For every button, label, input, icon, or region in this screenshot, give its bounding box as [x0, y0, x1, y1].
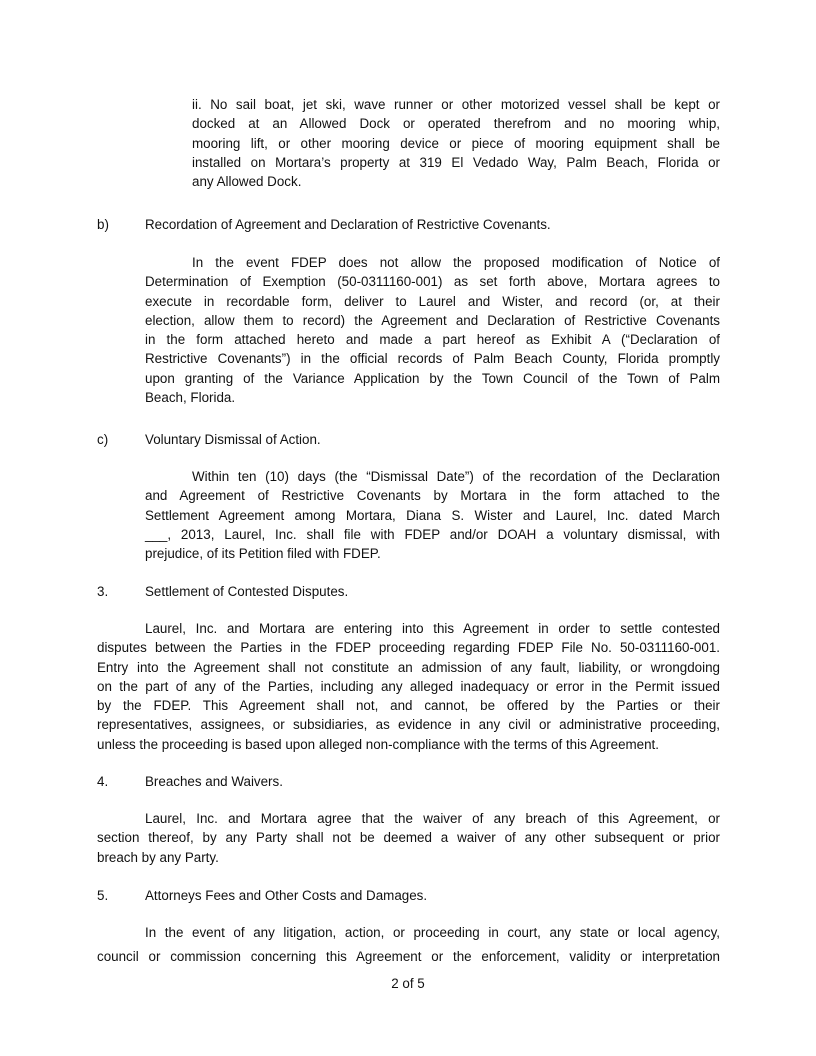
text-line: in the form attached hereto and made a part hereof as Exhibit A (“Declaration of: [145, 332, 720, 348]
text-line: ii. No sail boat, jet ski, wave runner or other motorized vessel shall be kept or: [192, 97, 720, 112]
page-number: 2 of 5: [391, 976, 425, 991]
paragraph-ii: [192, 95, 720, 191]
text-line: Laurel, Inc. and Mortara are entering into this Agreement in order to settle contested: [145, 621, 720, 636]
text-line: unless the proceeding is based upon alleged non-compliance with the terms of this Agreement.: [97, 736, 660, 752]
text-line: ___, 2013, Laurel, Inc. shall file with FDEP and/or DOAH a voluntary dismissal, with: [145, 526, 720, 542]
text-line: Entry into the Agreement shall not constitute an admission of any fault, liability, or wrongdoing: [97, 659, 720, 675]
section-3-heading: Settlement of Contested Disputes.: [145, 584, 349, 599]
paragraph-4: [97, 809, 720, 867]
text-line: council or commission concerning this Agreement or the enforcement, validity or interpretation: [97, 949, 720, 964]
text-line: execute in recordable form, deliver to Laurel and Wister, and record (or, at their: [145, 293, 720, 309]
text-line: by the FDEP. This Agreement shall not, and cannot, be offered by the Parties or their: [97, 698, 720, 714]
text-line: Determination of Exemption (50-0311160-001) as set forth above, Mortara agrees to: [145, 274, 720, 290]
text-line: In the event FDEP does not allow the proposed modification of Notice of: [192, 255, 720, 270]
text-line: election, allow them to record) the Agreement and Declaration of Restrictive Covenants: [145, 312, 720, 328]
text-line: Beach, Florida.: [145, 390, 236, 406]
text-line: Settlement Agreement among Mortara, Diana S. Wister and Laurel, Inc. dated March: [145, 507, 720, 523]
paragraph-b: [145, 253, 720, 407]
text-line: and Agreement of Restrictive Covenants by Mortara in the form attached to the: [145, 488, 720, 504]
section-4-heading: Breaches and Waivers.: [145, 774, 283, 789]
text-line: breach by any Party.: [97, 849, 219, 865]
text-line: section thereof, by any Party shall not be deemed a waiver of any other subsequent or prior: [97, 830, 720, 846]
text-line: In the event of any litigation, action, or proceeding in court, any state or local agency,: [145, 925, 720, 940]
text-line: representatives, assignees, or subsidiaries, as evidence in any civil or administrative proceeding,: [97, 717, 720, 733]
text-line: docked at an Allowed Dock or operated therefrom and no mooring whip,: [192, 116, 720, 132]
paragraph-3: [97, 619, 720, 754]
section-c-heading: Voluntary Dismissal of Action.: [145, 432, 321, 447]
section-b-heading: Recordation of Agreement and Declaration of Restrictive Covenants.: [145, 217, 551, 232]
text-line: Within ten (10) days (the “Dismissal Date”) of the recordation of the Declaration: [192, 469, 720, 484]
text-line: disputes between the Parties in the FDEP proceeding regarding FDEP File No. 50-0311160-001.: [97, 640, 720, 656]
section-5-number: 5.: [97, 888, 109, 903]
section-5-heading: Attorneys Fees and Other Costs and Damages.: [145, 888, 428, 903]
section-3-number: 3.: [97, 584, 109, 599]
text-line: Restrictive Covenants”) in the official records of Palm Beach County, Florida promptly: [145, 351, 720, 367]
text-line: upon granting of the Variance Application by the Town Council of the Town of Palm: [145, 370, 720, 386]
paragraph-c: [145, 467, 720, 563]
text-line: any Allowed Dock.: [192, 174, 302, 190]
text-line: prejudice, of its Petition filed with FDEP.: [145, 546, 381, 562]
section-4-number: 4.: [97, 774, 109, 789]
text-line: Laurel, Inc. and Mortara agree that the waiver of any breach of this Agreement, or: [145, 811, 720, 826]
text-line: mooring lift, or other mooring device or piece of mooring equipment shall be: [192, 135, 720, 151]
section-b-number: b): [97, 217, 109, 232]
text-line: on the part of any of the Parties, including any alleged inadequacy or error in the Permit issued: [97, 678, 720, 694]
text-line: installed on Mortara’s property at 319 El Vedado Way, Palm Beach, Florida or: [192, 154, 720, 170]
paragraph-5: [97, 923, 720, 971]
section-c-number: c): [97, 432, 109, 447]
